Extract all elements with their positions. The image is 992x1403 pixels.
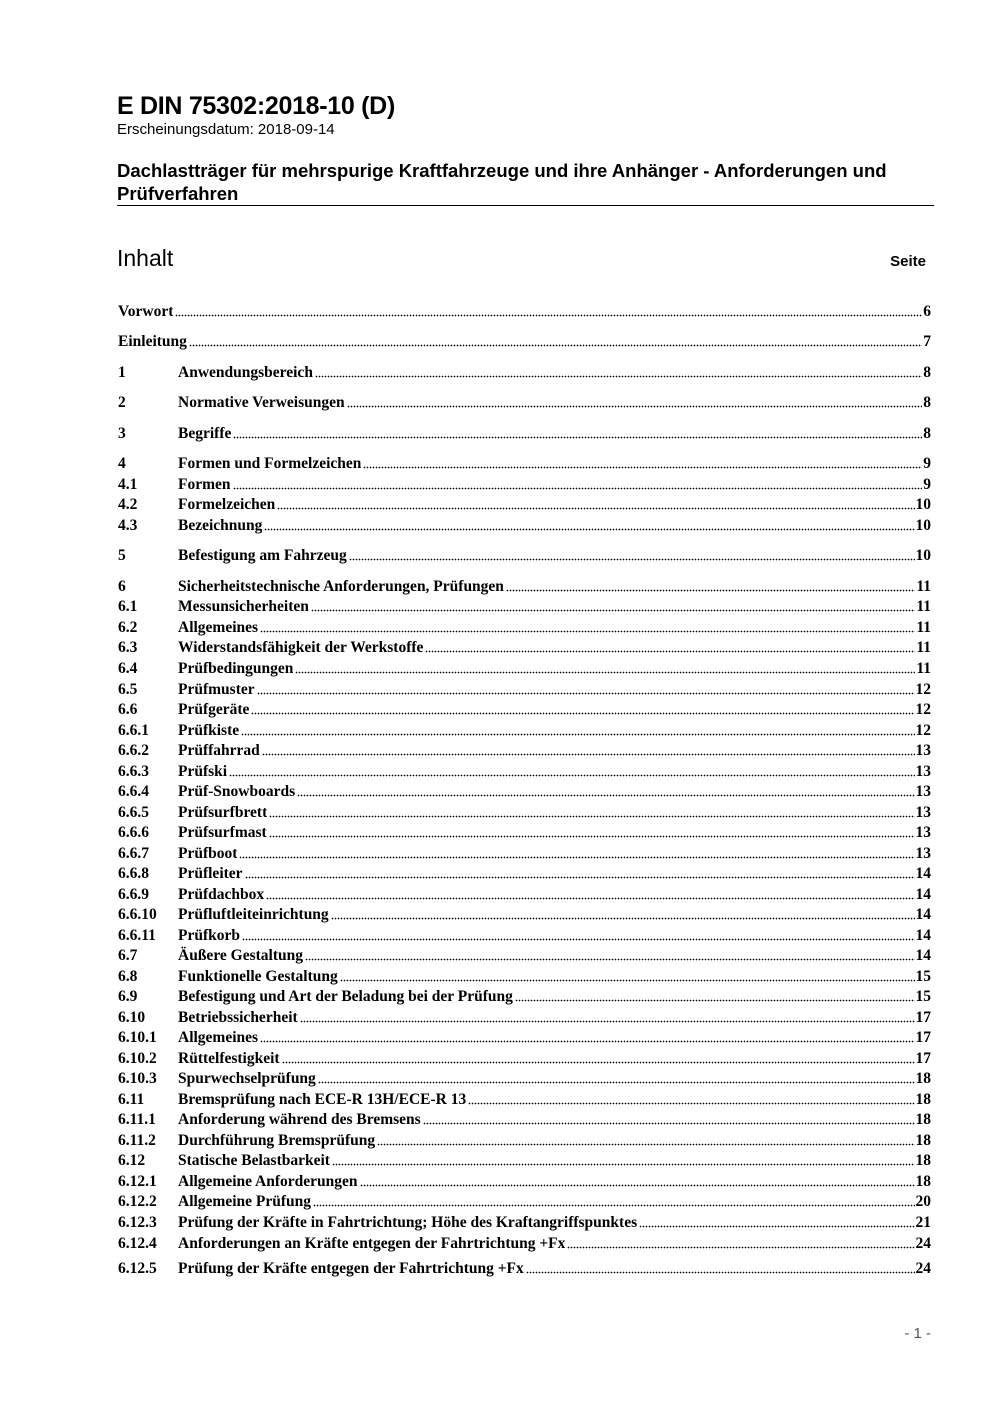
toc-entry-title: Prüfkiste bbox=[178, 722, 240, 739]
toc-entry-number: 3 bbox=[118, 425, 126, 442]
toc-entry-number: 6.6.7 bbox=[118, 845, 149, 862]
toc-entry[interactable] bbox=[118, 475, 931, 495]
toc-entry-number: 6.6.11 bbox=[118, 927, 156, 944]
toc-entry[interactable] bbox=[118, 1110, 931, 1130]
toc-entry-title: Befestigung am Fahrzeug bbox=[178, 547, 347, 564]
toc-entry-page: 11 bbox=[916, 660, 931, 677]
toc-entry-page: 17 bbox=[915, 1009, 931, 1026]
toc-entry[interactable] bbox=[118, 721, 931, 741]
toc-entry-number: 6.12.5 bbox=[118, 1260, 157, 1277]
toc-entry-page: 14 bbox=[915, 906, 931, 923]
toc-entry-number: 6.6.8 bbox=[118, 865, 149, 882]
toc-entry[interactable] bbox=[118, 363, 931, 383]
toc-entry-number: 6.11 bbox=[118, 1091, 145, 1108]
toc-entry-number: 6.10.2 bbox=[118, 1050, 157, 1067]
toc-entry-number: 6.3 bbox=[118, 639, 138, 656]
dot-leader bbox=[349, 557, 915, 561]
toc-entry[interactable] bbox=[118, 782, 931, 802]
toc-entry[interactable] bbox=[118, 332, 931, 352]
toc-entry[interactable] bbox=[118, 1049, 931, 1069]
toc-entry-page: 6 bbox=[923, 303, 931, 320]
dot-leader bbox=[264, 527, 914, 531]
toc-entry-page: 8 bbox=[923, 364, 931, 381]
dot-leader bbox=[175, 313, 922, 317]
toc-entry-title: Prüfski bbox=[178, 763, 228, 780]
toc-entry-number: 6.11.2 bbox=[118, 1132, 156, 1149]
dot-leader bbox=[425, 649, 915, 653]
toc-entry-number: 6.6.10 bbox=[118, 906, 157, 923]
toc-entry-number: 4.2 bbox=[118, 496, 138, 513]
toc-entry-number: 2 bbox=[118, 394, 126, 411]
toc-entry-page: 13 bbox=[915, 783, 931, 800]
toc-entry-title: Formelzeichen bbox=[178, 496, 276, 513]
toc-entry-page: 18 bbox=[915, 1070, 931, 1087]
toc-entry[interactable] bbox=[118, 864, 931, 884]
toc-entry-title: Einleitung bbox=[118, 333, 187, 350]
dot-leader bbox=[340, 978, 915, 982]
dot-leader bbox=[269, 814, 914, 818]
dot-leader bbox=[229, 773, 914, 777]
toc-entry-title: Anforderung während des Bremsens bbox=[178, 1111, 421, 1128]
toc-entry[interactable] bbox=[118, 741, 931, 761]
toc-entry-title: Anforderungen an Kräfte entgegen der Fahrtrichtung +Fx bbox=[178, 1235, 566, 1252]
toc-entry-number: 6.6.1 bbox=[118, 722, 149, 739]
dot-leader bbox=[297, 793, 914, 797]
toc-entry-number: 4 bbox=[118, 455, 126, 472]
toc-entry[interactable] bbox=[118, 680, 931, 700]
dot-leader bbox=[363, 465, 922, 469]
toc-entry-number: 6.12.1 bbox=[118, 1173, 157, 1190]
toc-entry[interactable] bbox=[118, 659, 931, 679]
toc-entry[interactable] bbox=[118, 1192, 931, 1212]
toc-entry-page: 18 bbox=[915, 1132, 931, 1149]
dot-leader bbox=[266, 896, 914, 900]
toc-entry-page: 24 bbox=[915, 1235, 931, 1252]
toc-entry-number: 5 bbox=[118, 547, 126, 564]
dot-leader bbox=[423, 1121, 915, 1125]
toc-entry[interactable] bbox=[118, 638, 931, 658]
toc-entry-number: 6.10.1 bbox=[118, 1029, 157, 1046]
dot-leader bbox=[245, 875, 915, 879]
dot-leader bbox=[282, 1060, 915, 1064]
toc-entry[interactable] bbox=[118, 987, 931, 1007]
toc-entry-title: Bremsprüfung nach ECE-R 13H/ECE-R 13 bbox=[178, 1091, 467, 1108]
toc-entry-number: 6.7 bbox=[118, 947, 138, 964]
toc-entry-title: Allgemeines bbox=[178, 619, 259, 636]
toc-entry-title: Prüfleiter bbox=[178, 865, 243, 882]
dot-leader bbox=[311, 608, 915, 612]
dot-leader bbox=[347, 404, 923, 408]
toc-entry-page: 8 bbox=[923, 425, 931, 442]
toc-entry-title: Widerstandsfähigkeit der Werkstoffe bbox=[178, 639, 424, 656]
dot-leader bbox=[526, 1270, 915, 1274]
toc-entry[interactable] bbox=[118, 1008, 931, 1028]
toc-entry-page: 18 bbox=[915, 1152, 931, 1169]
toc-entry-number: 6.12.4 bbox=[118, 1235, 157, 1252]
dot-leader bbox=[189, 343, 922, 347]
toc-entry-page: 12 bbox=[915, 681, 931, 698]
toc-entry-title: Formen bbox=[178, 476, 231, 493]
dot-leader bbox=[331, 916, 915, 920]
toc-entry-page: 24 bbox=[915, 1260, 931, 1277]
dot-leader bbox=[313, 1203, 914, 1207]
toc-entry-page: 14 bbox=[915, 927, 931, 944]
page-column-label: Seite bbox=[890, 253, 926, 270]
toc-entry[interactable] bbox=[118, 946, 931, 966]
toc-entry[interactable] bbox=[118, 1131, 931, 1151]
toc-entry-title: Formen und Formelzeichen bbox=[178, 455, 362, 472]
toc-entry[interactable] bbox=[118, 393, 931, 413]
toc-entry-title: Messunsicherheiten bbox=[178, 598, 309, 615]
toc-entry[interactable] bbox=[118, 424, 931, 444]
toc-entry-number: 1 bbox=[118, 364, 126, 381]
dot-leader bbox=[262, 752, 915, 756]
toc-entry-title: Sicherheitstechnische Anforderungen, Prüfungen bbox=[178, 578, 504, 595]
dot-leader bbox=[567, 1245, 914, 1249]
toc-entry[interactable] bbox=[118, 905, 931, 925]
toc-entry-page: 13 bbox=[915, 804, 931, 821]
dot-leader bbox=[315, 374, 922, 378]
toc-entry-title: Allgemeines bbox=[178, 1029, 259, 1046]
toc-entry-title: Äußere Gestaltung bbox=[178, 947, 304, 964]
toc-entry-page: 14 bbox=[915, 865, 931, 882]
toc-entry-page: 13 bbox=[915, 845, 931, 862]
toc-entry-number: 6.6.4 bbox=[118, 783, 149, 800]
dot-leader bbox=[233, 486, 923, 490]
toc-entry-title: Prüfung der Kräfte entgegen der Fahrtrichtung +Fx bbox=[178, 1260, 524, 1277]
dot-leader bbox=[242, 937, 915, 941]
toc-entry-number: 6.11.1 bbox=[118, 1111, 156, 1128]
toc-entry-page: 11 bbox=[916, 619, 931, 636]
toc-entry-number: 6.4 bbox=[118, 660, 138, 677]
dot-leader bbox=[318, 1080, 915, 1084]
toc-entry-page: 8 bbox=[923, 394, 931, 411]
toc-entry-page: 10 bbox=[915, 547, 931, 564]
toc-entry-page: 21 bbox=[915, 1214, 931, 1231]
dot-leader bbox=[506, 588, 915, 592]
toc-entry[interactable] bbox=[118, 597, 931, 617]
dot-leader bbox=[468, 1101, 914, 1105]
toc-entry-page: 15 bbox=[915, 988, 931, 1005]
toc-entry-page: 18 bbox=[915, 1091, 931, 1108]
toc-entry[interactable] bbox=[118, 454, 931, 474]
toc-entry-number: 6.6.5 bbox=[118, 804, 149, 821]
toc-entry-page: 10 bbox=[915, 496, 931, 513]
toc-entry-page: 14 bbox=[915, 886, 931, 903]
dot-leader bbox=[515, 998, 915, 1002]
toc-entry-title: Prüfkorb bbox=[178, 927, 240, 944]
toc-entry-page: 13 bbox=[915, 824, 931, 841]
toc-entry[interactable] bbox=[118, 618, 931, 638]
toc-entry[interactable] bbox=[118, 302, 931, 322]
toc-entry-title: Prüfboot bbox=[178, 845, 238, 862]
toc-entry-number: 6.12 bbox=[118, 1152, 146, 1169]
toc-entry-number: 6.1 bbox=[118, 598, 138, 615]
toc-entry-number: 6.6 bbox=[118, 701, 138, 718]
toc-entry[interactable] bbox=[118, 1069, 931, 1089]
toc-entry-page: 11 bbox=[916, 578, 931, 595]
dot-leader bbox=[239, 855, 914, 859]
toc-entry[interactable] bbox=[118, 823, 931, 843]
toc-entry[interactable] bbox=[118, 1172, 931, 1192]
toc-entry[interactable] bbox=[118, 1151, 931, 1171]
toc-entry-page: 10 bbox=[915, 517, 931, 534]
dot-leader bbox=[251, 711, 914, 715]
toc-entry-number: 6.5 bbox=[118, 681, 138, 698]
toc-entry-number: 6.6.2 bbox=[118, 742, 149, 759]
toc-entry-page: 9 bbox=[923, 455, 931, 472]
toc-entry-number: 6.6.3 bbox=[118, 763, 149, 780]
toc-entry-title: Bezeichnung bbox=[178, 517, 263, 534]
toc-entry[interactable] bbox=[118, 546, 931, 566]
toc-entry-title: Befestigung und Art der Beladung bei der Prüfung bbox=[178, 988, 513, 1005]
toc-entry-number: 6.2 bbox=[118, 619, 138, 636]
toc-entry-title: Prüffahrrad bbox=[178, 742, 260, 759]
dot-leader bbox=[300, 1019, 915, 1023]
toc-heading: Inhalt bbox=[117, 245, 174, 271]
document-title: Dachlastträger für mehrspurige Kraftfahrzeuge und ihre Anhänger - Anforderungen und Prüfverfahren bbox=[117, 160, 887, 204]
document-id: E DIN 75302:2018-10 (D) bbox=[117, 92, 395, 120]
toc-entry-number: 6.12.2 bbox=[118, 1193, 157, 1210]
toc-entry-title: Durchführung Bremsprüfung bbox=[178, 1132, 376, 1149]
toc-entry[interactable] bbox=[118, 885, 931, 905]
toc-entry-number: 4.3 bbox=[118, 517, 138, 534]
toc-entry-title: Prüfsurfbrett bbox=[178, 804, 268, 821]
toc-entry[interactable] bbox=[118, 516, 931, 536]
toc-entry-title: Anwendungsbereich bbox=[178, 364, 313, 381]
toc-entry-number: 6.6.9 bbox=[118, 886, 149, 903]
toc-entry-number: 4.1 bbox=[118, 476, 138, 493]
toc-entry-title: Normative Verweisungen bbox=[178, 394, 345, 411]
toc-entry[interactable] bbox=[118, 1259, 931, 1279]
toc-entry-page: 7 bbox=[923, 333, 931, 350]
toc-entry-title: Prüf-Snowboards bbox=[178, 783, 296, 800]
toc-entry-page: 13 bbox=[915, 763, 931, 780]
dot-leader bbox=[233, 435, 922, 439]
dot-leader bbox=[257, 691, 915, 695]
toc-entry-title: Rüttelfestigkeit bbox=[178, 1050, 280, 1067]
toc-entry-page: 20 bbox=[915, 1193, 931, 1210]
toc-entry-page: 18 bbox=[915, 1173, 931, 1190]
toc-entry-number: 6.10 bbox=[118, 1009, 146, 1026]
toc-entry-page: 15 bbox=[915, 968, 931, 985]
toc-entry-number: 6.8 bbox=[118, 968, 138, 985]
dot-leader bbox=[295, 670, 915, 674]
toc-entry-title: Prüfdachbox bbox=[178, 886, 265, 903]
toc-entry-page: 17 bbox=[915, 1029, 931, 1046]
toc-entry-number: 6.9 bbox=[118, 988, 138, 1005]
toc-entry-title: Funktionelle Gestaltung bbox=[178, 968, 338, 985]
toc-entry-title: Spurwechselprüfung bbox=[178, 1070, 316, 1087]
toc-entry-title: Prüfgeräte bbox=[178, 701, 250, 718]
dot-leader bbox=[277, 506, 914, 510]
toc-entry-page: 12 bbox=[915, 722, 931, 739]
toc-entry[interactable] bbox=[118, 762, 931, 782]
toc-entry-title: Prüfluftleiteinrichtung bbox=[178, 906, 329, 923]
toc-entry-title: Begriffe bbox=[178, 425, 232, 442]
dot-leader bbox=[260, 629, 915, 633]
dot-leader bbox=[332, 1162, 915, 1166]
toc-entry[interactable] bbox=[118, 967, 931, 987]
dot-leader bbox=[241, 732, 914, 736]
toc-entry-title: Statische Belastbarkeit bbox=[178, 1152, 330, 1169]
toc-entry-title: Prüfbedingungen bbox=[178, 660, 294, 677]
toc-entry-number: 6 bbox=[118, 578, 126, 595]
toc-entry[interactable] bbox=[118, 844, 931, 864]
toc-entry-number: 6.10.3 bbox=[118, 1070, 157, 1087]
toc-entry[interactable] bbox=[118, 1234, 931, 1254]
toc-entry[interactable] bbox=[118, 700, 931, 720]
toc-entry[interactable] bbox=[118, 577, 931, 597]
toc-entry-number: 6.12.3 bbox=[118, 1214, 157, 1231]
toc-entry[interactable] bbox=[118, 1213, 931, 1233]
toc-entry-page: 13 bbox=[915, 742, 931, 759]
toc-entry-page: 12 bbox=[915, 701, 931, 718]
toc-entry-title: Prüfmuster bbox=[178, 681, 255, 698]
dot-leader bbox=[377, 1142, 914, 1146]
toc-entry-page: 11 bbox=[916, 598, 931, 615]
toc-entry-title: Allgemeine Anforderungen bbox=[178, 1173, 358, 1190]
toc-entry-page: 18 bbox=[915, 1111, 931, 1128]
toc-entry-page: 11 bbox=[916, 639, 931, 656]
toc-entry[interactable] bbox=[118, 1028, 931, 1048]
toc-entry-page: 9 bbox=[923, 476, 931, 493]
dot-leader bbox=[639, 1224, 914, 1228]
publication-date: Erscheinungsdatum: 2018-09-14 bbox=[117, 121, 335, 138]
toc-entry-page: 14 bbox=[915, 947, 931, 964]
dot-leader bbox=[269, 834, 915, 838]
toc-entry-title: Vorwort bbox=[118, 303, 174, 320]
page-number: - 1 - bbox=[904, 1325, 931, 1342]
toc-entry[interactable] bbox=[118, 803, 931, 823]
toc-entry[interactable] bbox=[118, 1090, 931, 1110]
toc-entry-title: Prüfung der Kräfte in Fahrtrichtung; Höhe des Kraftangriffspunktes bbox=[178, 1214, 638, 1231]
dot-leader bbox=[260, 1039, 914, 1043]
dot-leader bbox=[305, 957, 914, 961]
toc-entry-number: 6.6.6 bbox=[118, 824, 149, 841]
toc-entry[interactable] bbox=[118, 926, 931, 946]
toc-entry-title: Betriebssicherheit bbox=[178, 1009, 298, 1026]
dot-leader bbox=[360, 1183, 915, 1187]
toc-entry[interactable] bbox=[118, 495, 931, 515]
toc-entry-page: 17 bbox=[915, 1050, 931, 1067]
toc-entry-title: Allgemeine Prüfung bbox=[178, 1193, 312, 1210]
toc-entry-title: Prüfsurfmast bbox=[178, 824, 267, 841]
